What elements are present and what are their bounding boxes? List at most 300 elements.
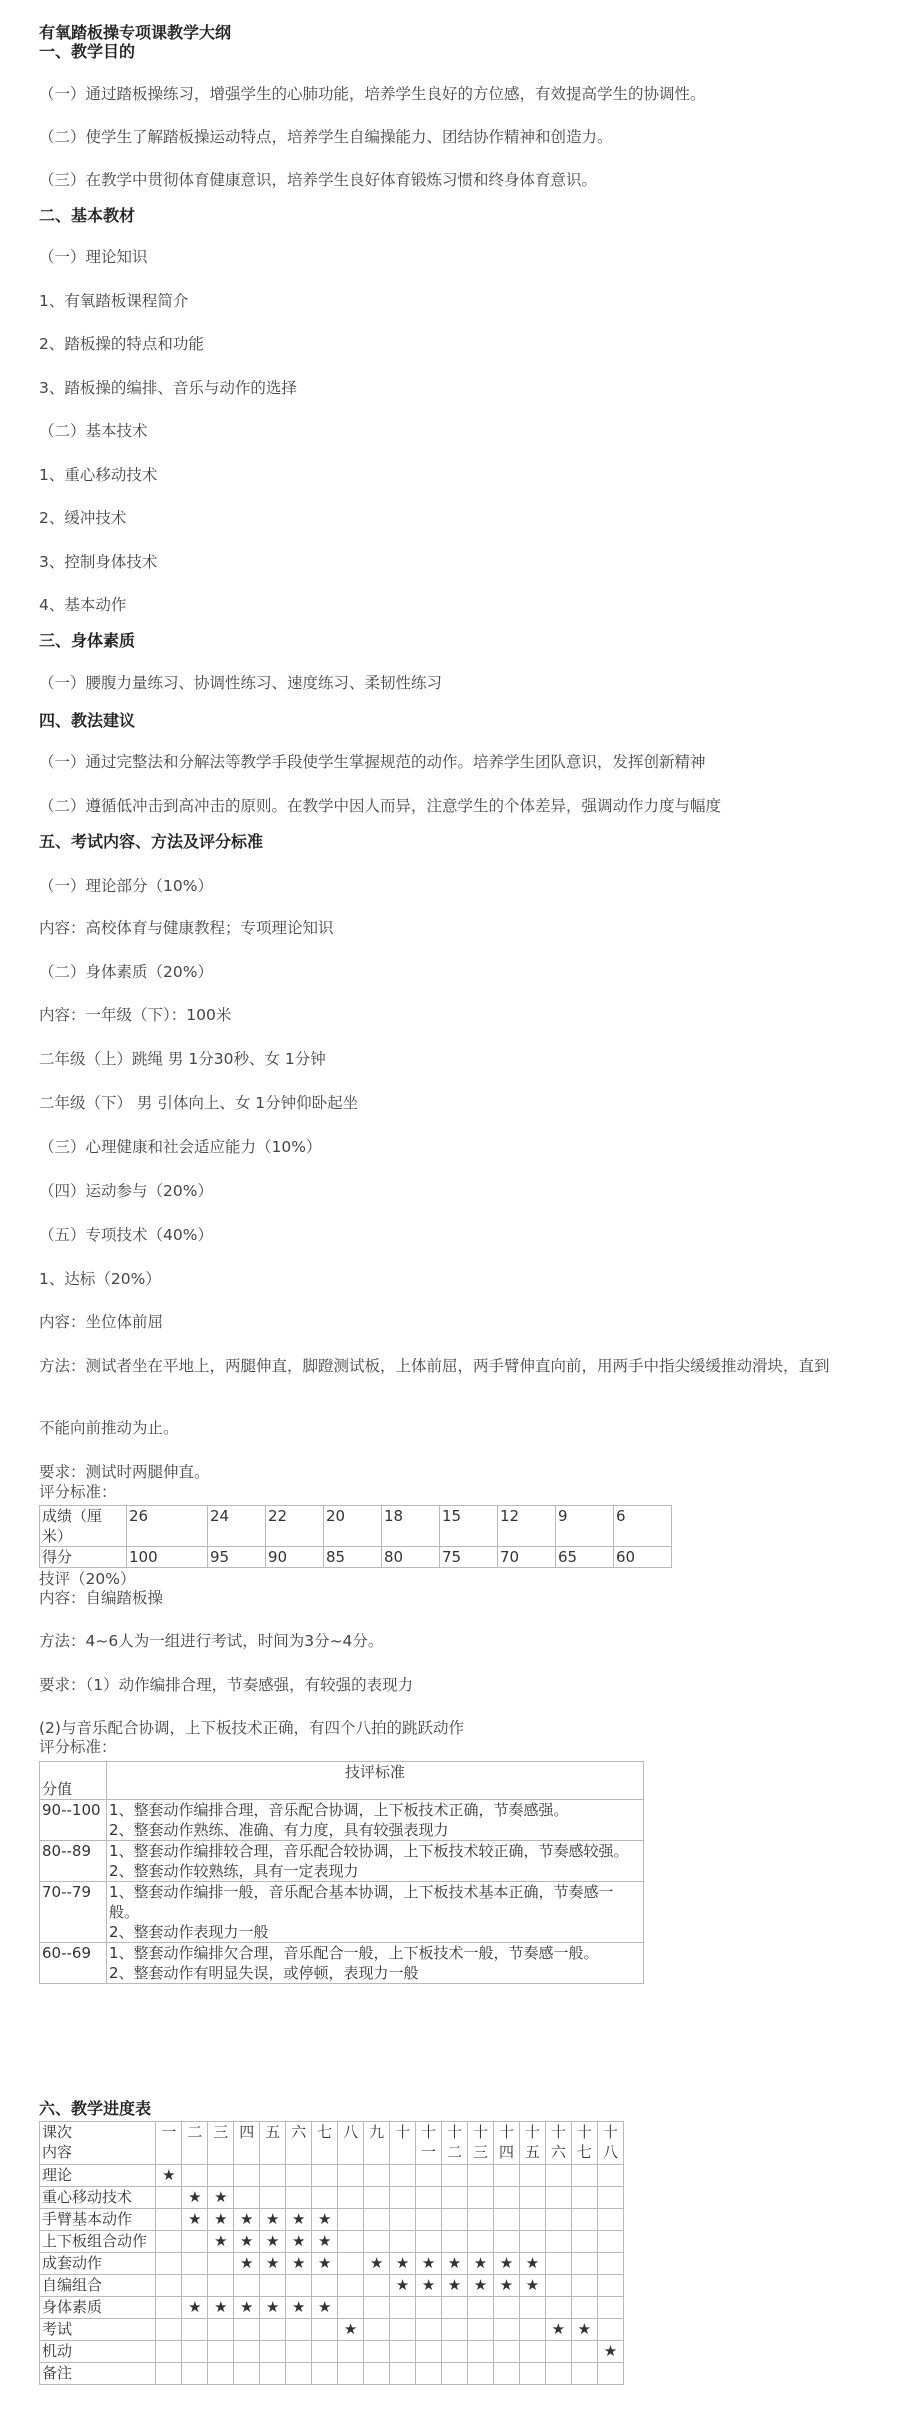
week-label-top: 一 [161, 2123, 177, 2141]
table-cell [234, 2319, 260, 2341]
table-cell [156, 2253, 182, 2275]
week-header [260, 2122, 286, 2165]
table-cell: 90--100 [40, 1800, 107, 1841]
table-cell [286, 2187, 312, 2209]
table-cell [208, 2319, 234, 2341]
table-cell [286, 2341, 312, 2363]
week-header [545, 2122, 571, 2165]
table-cell [493, 2363, 519, 2385]
table-row [40, 2341, 624, 2363]
table-cell [519, 2187, 545, 2209]
paragraph: （三）心理健康和社会适应能力（10%） [39, 1138, 322, 1156]
table-cell: 90 [265, 1547, 323, 1568]
table-cell [338, 2275, 364, 2297]
paragraph: 1、达标（20%） [39, 1270, 161, 1288]
star-mark: ★ [312, 2231, 338, 2253]
table-cell [442, 2319, 468, 2341]
week-header [182, 2122, 208, 2165]
table-cell [545, 2297, 571, 2319]
table-cell [260, 2341, 286, 2363]
star-mark: ★ [260, 2297, 286, 2319]
table-row [40, 1506, 672, 1547]
paragraph: （一）通过踏板操练习，增强学生的心肺功能，培养学生良好的方位感，有效提高学生的协调性。 [39, 85, 706, 103]
table-cell [416, 2341, 442, 2363]
table-cell [260, 2275, 286, 2297]
week-label-top: 十 [447, 2123, 463, 2141]
star-mark: ★ [468, 2253, 494, 2275]
table-cell [519, 2363, 545, 2385]
week-header [234, 2122, 260, 2165]
table-cell [312, 2165, 338, 2187]
week-label-top: 八 [343, 2123, 359, 2141]
week-label-top: 四 [239, 2123, 255, 2141]
week-header [519, 2122, 545, 2165]
list-item: 2、缓冲技术 [39, 509, 127, 527]
table-header: 分值 [40, 1762, 107, 1800]
table-row [40, 1943, 644, 1984]
star-mark: ★ [260, 2253, 286, 2275]
table-cell: 95 [207, 1547, 265, 1568]
week-label-top: 十 [550, 2123, 566, 2141]
week-label-bottom: 七 [576, 2143, 592, 2161]
table-cell [208, 2363, 234, 2385]
week-header [364, 2122, 390, 2165]
table-cell [338, 2363, 364, 2385]
table-cell [364, 2187, 390, 2209]
table-cell [208, 2275, 234, 2297]
table-cell [364, 2231, 390, 2253]
table-cell [416, 2231, 442, 2253]
list-item: 1、有氧踏板课程简介 [39, 292, 189, 310]
table-cell [416, 2319, 442, 2341]
week-label-bottom: 一 [421, 2143, 437, 2161]
star-mark: ★ [416, 2253, 442, 2275]
table-row [40, 1800, 644, 1841]
table-cell: 80 [381, 1547, 439, 1568]
table-cell [571, 2209, 597, 2231]
table-cell [107, 1882, 644, 1943]
star-mark: ★ [312, 2253, 338, 2275]
paragraph: （一）腰腹力量练习、协调性练习、速度练习、柔韧性练习 [39, 674, 443, 692]
paragraph: （二）身体素质（20%） [39, 963, 213, 981]
paragraph: （二）遵循低冲击到高冲击的原则。在教学中因人而异，注意学生的个体差异，强调动作力度与幅度 [39, 797, 722, 815]
table-cell [364, 2165, 390, 2187]
paragraph: 评分标准： [39, 1483, 117, 1501]
table-row [40, 2165, 624, 2187]
week-header [286, 2122, 312, 2165]
criteria-line: 1、整套动作编排较合理，音乐配合较协调，上下板技术较正确，节奏感较强。 [109, 1842, 629, 1860]
table-cell [390, 2297, 416, 2319]
table-cell [364, 2297, 390, 2319]
table-cell [390, 2165, 416, 2187]
table-row [40, 2319, 624, 2341]
list-item: 3、踏板操的编排、音乐与动作的选择 [39, 379, 297, 397]
star-mark: ★ [234, 2209, 260, 2231]
table-cell [519, 2231, 545, 2253]
section-heading: 一、教学目的 [39, 42, 136, 61]
criteria-line: 1、整套动作编排合理，音乐配合协调，上下板技术正确，节奏感强。 [109, 1801, 569, 1819]
skill-standard-table [39, 1761, 644, 1984]
criteria-line: 2、整套动作熟练、准确、有力度，具有较强表现力 [109, 1821, 449, 1839]
criteria-line: 2、整套动作有明显失误，或停顿，表现力一般 [109, 1964, 419, 1982]
table-cell [338, 2297, 364, 2319]
table-cell [442, 2341, 468, 2363]
week-header [416, 2122, 442, 2165]
table-row [40, 2275, 624, 2297]
table-cell [156, 2209, 182, 2231]
table-row-label: 得分 [40, 1547, 127, 1568]
table-cell [519, 2165, 545, 2187]
list-item: 3、控制身体技术 [39, 553, 158, 571]
list-item: 4、基本动作 [39, 596, 127, 614]
table-cell [390, 2187, 416, 2209]
star-mark: ★ [234, 2231, 260, 2253]
criteria-line: 1、整套动作编排一般，音乐配合基本协调，上下板技术基本正确，节奏感一般。 [109, 1883, 614, 1921]
table-cell [260, 2187, 286, 2209]
table-row [40, 2122, 624, 2165]
paragraph: 要求：（1）动作编排合理，节奏感强，有较强的表现力 [39, 1676, 414, 1694]
document-title: 有氧踏板操专项课教学大纲 [39, 23, 232, 42]
table-cell [234, 2341, 260, 2363]
paragraph: （二）基本技术 [39, 422, 148, 440]
table-cell [156, 2187, 182, 2209]
paragraph: (2)与音乐配合协调，上下板技术正确，有四个八拍的跳跃动作 [39, 1719, 464, 1737]
star-mark: ★ [442, 2253, 468, 2275]
paragraph: 要求：测试时两腿伸直。 [39, 1463, 210, 1481]
table-cell [468, 2319, 494, 2341]
table-cell [260, 2363, 286, 2385]
paragraph: （四）运动参与（20%） [39, 1182, 213, 1200]
table-cell [107, 1800, 644, 1841]
table-cell: 15 [439, 1506, 497, 1547]
table-cell [597, 2209, 623, 2231]
star-mark: ★ [545, 2319, 571, 2341]
star-mark: ★ [364, 2253, 390, 2275]
table-cell [416, 2209, 442, 2231]
table-cell [442, 2187, 468, 2209]
table-cell [208, 2253, 234, 2275]
paragraph: 内容：高校体育与健康教程；专项理论知识 [39, 919, 334, 937]
table-row [40, 2187, 624, 2209]
header-label-bottom: 内容 [42, 2143, 73, 2161]
table-cell [156, 2363, 182, 2385]
table-cell [390, 2231, 416, 2253]
star-mark: ★ [234, 2253, 260, 2275]
star-mark: ★ [234, 2297, 260, 2319]
table-cell [312, 2319, 338, 2341]
table-cell [571, 2363, 597, 2385]
table-cell [156, 2341, 182, 2363]
star-mark: ★ [286, 2297, 312, 2319]
table-cell [182, 2363, 208, 2385]
table-cell [182, 2253, 208, 2275]
table-cell [597, 2319, 623, 2341]
table-cell [571, 2231, 597, 2253]
week-label-bottom: 八 [602, 2143, 618, 2161]
table-row [40, 2363, 624, 2385]
star-mark: ★ [182, 2297, 208, 2319]
header-label-top: 课次 [42, 2123, 73, 2141]
table-cell [364, 2363, 390, 2385]
section-heading: 三、身体素质 [39, 631, 136, 650]
week-header [156, 2122, 182, 2165]
table-cell [571, 2341, 597, 2363]
paragraph: （一）通过完整法和分解法等教学手段使学生掌握规范的动作。培养学生团队意识，发挥创新精神 [39, 753, 706, 771]
section-heading: 四、教法建议 [39, 711, 136, 730]
row-label: 身体素质 [40, 2297, 156, 2319]
table-cell [493, 2209, 519, 2231]
table-cell [545, 2363, 571, 2385]
table-cell [260, 2319, 286, 2341]
table-cell [182, 2231, 208, 2253]
row-label: 机动 [40, 2341, 156, 2363]
star-mark: ★ [312, 2297, 338, 2319]
table-cell [182, 2319, 208, 2341]
week-label-bottom: 五 [524, 2143, 540, 2161]
star-mark: ★ [493, 2275, 519, 2297]
row-label: 上下板组合动作 [40, 2231, 156, 2253]
table-cell [364, 2275, 390, 2297]
table-cell: 12 [497, 1506, 555, 1547]
table-cell [545, 2341, 571, 2363]
table-cell: 70--79 [40, 1882, 107, 1943]
row-label: 重心移动技术 [40, 2187, 156, 2209]
row-label: 自编组合 [40, 2275, 156, 2297]
week-label-top: 十 [395, 2123, 411, 2141]
table-cell [338, 2187, 364, 2209]
table-cell [597, 2187, 623, 2209]
table-cell [182, 2341, 208, 2363]
paragraph: 内容：自编踏板操 [39, 1589, 164, 1607]
week-header [468, 2122, 494, 2165]
section-heading: 五、考试内容、方法及评分标准 [39, 832, 264, 851]
week-label-top: 十 [602, 2123, 618, 2141]
table-cell: 85 [323, 1547, 381, 1568]
table-cell [234, 2275, 260, 2297]
star-mark: ★ [156, 2165, 182, 2187]
table-cell [390, 2319, 416, 2341]
week-header [493, 2122, 519, 2165]
row-label: 成套动作 [40, 2253, 156, 2275]
table-cell [571, 2275, 597, 2297]
week-label-top: 十 [576, 2123, 592, 2141]
table-cell: 75 [439, 1547, 497, 1568]
table-row [40, 1841, 644, 1882]
section-heading: 六、教学进度表 [39, 2099, 152, 2118]
table-cell [571, 2165, 597, 2187]
table-cell [208, 2341, 234, 2363]
week-label-top: 三 [213, 2123, 229, 2141]
table-cell [545, 2209, 571, 2231]
table-cell [597, 2363, 623, 2385]
table-cell [493, 2341, 519, 2363]
week-label-top: 九 [369, 2123, 385, 2141]
table-cell [234, 2363, 260, 2385]
table-cell: 60--69 [40, 1943, 107, 1984]
table-cell [338, 2209, 364, 2231]
week-label-bottom: 二 [447, 2143, 463, 2161]
table-row [40, 2253, 624, 2275]
table-cell [597, 2275, 623, 2297]
week-label-bottom: 四 [498, 2143, 514, 2161]
star-mark: ★ [260, 2231, 286, 2253]
table-cell [312, 2275, 338, 2297]
star-mark: ★ [286, 2253, 312, 2275]
table-row [40, 2297, 624, 2319]
paragraph: （二）使学生了解踏板操运动特点，培养学生自编操能力、团结协作精神和创造力。 [39, 128, 613, 146]
table-cell [390, 2209, 416, 2231]
star-mark: ★ [312, 2209, 338, 2231]
row-label: 备注 [40, 2363, 156, 2385]
table-cell [260, 2165, 286, 2187]
week-header [208, 2122, 234, 2165]
star-mark: ★ [208, 2297, 234, 2319]
paragraph: 内容：坐位体前屈 [39, 1313, 164, 1331]
table-cell [338, 2165, 364, 2187]
row-label: 手臂基本动作 [40, 2209, 156, 2231]
paragraph: （三）在教学中贯彻体育健康意识，培养学生良好体育锻炼习惯和终身体育意识。 [39, 171, 598, 189]
table-cell [468, 2165, 494, 2187]
table-cell [416, 2187, 442, 2209]
table-cell [182, 2275, 208, 2297]
table-cell [390, 2341, 416, 2363]
week-label-top: 十 [472, 2123, 488, 2141]
star-mark: ★ [390, 2275, 416, 2297]
week-header [442, 2122, 468, 2165]
table-row [40, 1762, 644, 1800]
table-corner-header [40, 2122, 156, 2165]
paragraph: 内容：一年级（下）：100米 [39, 1006, 232, 1024]
table-cell [597, 2165, 623, 2187]
table-cell: 26 [127, 1506, 208, 1547]
paragraph: （五）专项技术（40%） [39, 1226, 213, 1244]
star-mark: ★ [286, 2231, 312, 2253]
table-cell [364, 2209, 390, 2231]
table-cell [468, 2187, 494, 2209]
week-label-top: 二 [187, 2123, 203, 2141]
table-cell [156, 2319, 182, 2341]
table-cell [493, 2165, 519, 2187]
table-cell [493, 2319, 519, 2341]
table-cell [416, 2297, 442, 2319]
paragraph: 二年级（下） 男 引体向上、女 1分钟仰卧起坐 [39, 1094, 359, 1112]
week-label-bottom: 三 [472, 2143, 488, 2161]
table-cell [519, 2209, 545, 2231]
paragraph: 二年级（上）跳绳 男 1分30秒、女 1分钟 [39, 1050, 326, 1068]
table-cell [338, 2253, 364, 2275]
list-item: 2、踏板操的特点和功能 [39, 335, 204, 353]
table-cell: 24 [207, 1506, 265, 1547]
table-cell [442, 2209, 468, 2231]
week-label-bottom: 六 [550, 2143, 566, 2161]
table-cell: 9 [555, 1506, 613, 1547]
table-cell [571, 2253, 597, 2275]
table-cell: 20 [323, 1506, 381, 1547]
table-row [40, 2209, 624, 2231]
table-cell [468, 2341, 494, 2363]
table-cell [286, 2275, 312, 2297]
row-label: 考试 [40, 2319, 156, 2341]
table-cell [364, 2341, 390, 2363]
table-cell [597, 2231, 623, 2253]
star-mark: ★ [390, 2253, 416, 2275]
table-header: 技评标准 [107, 1762, 644, 1800]
table-cell: 70 [497, 1547, 555, 1568]
criteria-line: 2、整套动作表现力一般 [109, 1923, 269, 1941]
table-cell [545, 2231, 571, 2253]
table-cell [545, 2165, 571, 2187]
table-cell: 22 [265, 1506, 323, 1547]
table-cell [493, 2297, 519, 2319]
star-mark: ★ [519, 2253, 545, 2275]
table-cell [234, 2165, 260, 2187]
table-cell: 6 [613, 1506, 671, 1547]
table-cell [338, 2231, 364, 2253]
table-cell [156, 2297, 182, 2319]
table-cell [416, 2363, 442, 2385]
table-cell [312, 2187, 338, 2209]
table-cell [107, 1841, 644, 1882]
paragraph: 方法：测试者坐在平地上，两腿伸直，脚蹬测试板，上体前屈，两手臂伸直向前，用两手中指尖缓缓推动滑块，直到 [39, 1357, 830, 1375]
star-mark: ★ [338, 2319, 364, 2341]
week-label-top: 十 [524, 2123, 540, 2141]
table-cell [156, 2231, 182, 2253]
table-cell [364, 2319, 390, 2341]
week-header [338, 2122, 364, 2165]
paragraph: （一）理论知识 [39, 248, 148, 266]
table-cell: 18 [381, 1506, 439, 1547]
paragraph: 不能向前推动为止。 [39, 1419, 179, 1437]
table-cell [338, 2341, 364, 2363]
table-cell [442, 2297, 468, 2319]
week-header [597, 2122, 623, 2165]
paragraph: 评分标准： [39, 1738, 117, 1756]
table-cell [597, 2253, 623, 2275]
star-mark: ★ [493, 2253, 519, 2275]
table-row [40, 2231, 624, 2253]
week-header [312, 2122, 338, 2165]
star-mark: ★ [416, 2275, 442, 2297]
table-cell: 60 [613, 1547, 671, 1568]
table-cell [107, 1943, 644, 1984]
table-cell [390, 2363, 416, 2385]
table-cell [286, 2363, 312, 2385]
table-cell [416, 2165, 442, 2187]
table-cell [442, 2165, 468, 2187]
table-row [40, 1882, 644, 1943]
star-mark: ★ [571, 2319, 597, 2341]
table-cell [493, 2231, 519, 2253]
star-mark: ★ [208, 2231, 234, 2253]
table-cell [519, 2341, 545, 2363]
criteria-line: 2、整套动作较熟练，具有一定表现力 [109, 1862, 359, 1880]
star-mark: ★ [519, 2275, 545, 2297]
table-cell [468, 2231, 494, 2253]
week-header [390, 2122, 416, 2165]
star-mark: ★ [468, 2275, 494, 2297]
section-heading: 二、基本教材 [39, 206, 136, 225]
table-cell [519, 2297, 545, 2319]
star-mark: ★ [182, 2209, 208, 2231]
week-label-top: 五 [265, 2123, 281, 2141]
table-cell: 80--89 [40, 1841, 107, 1882]
table-cell [571, 2297, 597, 2319]
table-cell [442, 2231, 468, 2253]
row-label: 理论 [40, 2165, 156, 2187]
table-cell [545, 2275, 571, 2297]
table-cell [468, 2297, 494, 2319]
paragraph: 技评（20%） [39, 1570, 136, 1588]
